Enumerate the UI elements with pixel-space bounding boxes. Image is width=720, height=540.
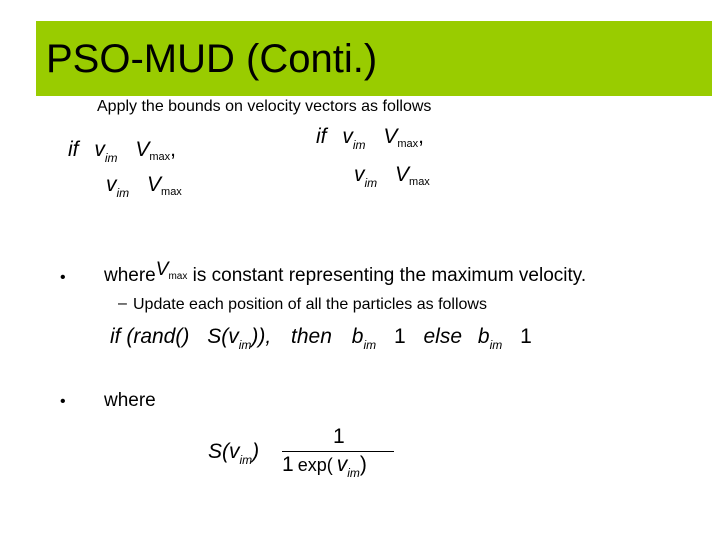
eq-b: b — [351, 325, 364, 348]
sub-item-marker: – — [118, 295, 127, 312]
eq-v-sub: im — [364, 176, 378, 190]
eq-comma: , — [418, 125, 424, 148]
eq-b2: b — [477, 325, 490, 348]
intro-text: Apply the bounds on velocity vectors as follows — [97, 98, 432, 115]
eq-v: v — [336, 453, 348, 476]
eq-if-rand: if (rand() — [110, 325, 190, 348]
eq-if: if — [68, 138, 79, 161]
eq-v-sub: im — [352, 138, 366, 152]
eq-v: v — [342, 125, 353, 148]
eq-V: V — [135, 138, 150, 161]
eq-v-sub: im — [116, 186, 130, 200]
bullet-symbol: V — [155, 259, 169, 280]
bullet-prefix: where — [104, 265, 156, 286]
update-rule-equation — [110, 325, 532, 351]
eq-comma: , — [170, 138, 176, 161]
eq-v-sub: im — [347, 466, 360, 480]
sigmoid-lhs — [208, 440, 271, 466]
eq-V-sub: max — [397, 138, 419, 150]
sigmoid-denominator — [282, 453, 367, 479]
bullet-text-2: where — [104, 390, 156, 411]
fraction-bar — [282, 451, 394, 452]
eq-v: v — [94, 138, 105, 161]
eq-b-sub: im — [363, 338, 377, 352]
eq-close: ) — [359, 453, 367, 476]
title-bar — [36, 21, 712, 96]
bound-right-line2 — [354, 163, 430, 190]
bullet-symbol-sub: max — [168, 271, 188, 282]
eq-V: V — [395, 163, 410, 186]
eq-else: else — [423, 325, 463, 348]
eq-close: )), — [251, 325, 272, 348]
eq-close: ) — [252, 440, 260, 463]
eq-S-sub: im — [238, 338, 252, 352]
eq-v: v — [106, 173, 117, 196]
eq-exp: exp( — [297, 455, 333, 475]
eq-one: 1 — [282, 453, 294, 476]
eq-S: S(v — [208, 440, 240, 463]
eq-V: V — [383, 125, 398, 148]
bound-left-line2 — [106, 173, 182, 200]
sigmoid-numerator: 1 — [333, 425, 345, 448]
eq-V-sub: max — [161, 186, 182, 198]
slide-title: PSO-MUD (Conti.) — [46, 37, 378, 81]
eq-V-sub: max — [409, 176, 430, 188]
eq-one: 1 — [393, 325, 406, 348]
eq-V: V — [147, 173, 162, 196]
eq-one-2: 1 — [520, 325, 532, 348]
bullet-marker: • — [60, 269, 66, 286]
bullet-text-1 — [104, 259, 587, 291]
bound-right-line1 — [316, 125, 424, 152]
eq-then: then — [291, 325, 332, 348]
sub-item-text: Update each position of all the particles as follows — [133, 296, 487, 313]
eq-v: v — [354, 163, 365, 186]
eq-S-sub: im — [239, 453, 253, 467]
eq-b2-sub: im — [489, 338, 503, 352]
bound-left-line1 — [68, 138, 176, 165]
bullet-marker: • — [60, 393, 66, 410]
bullet-suffix: is constant representing the maximum velocity. — [192, 265, 587, 286]
eq-S: S(v — [207, 325, 239, 348]
eq-v-sub: im — [104, 151, 118, 165]
eq-if: if — [316, 125, 327, 148]
eq-V-sub: max — [149, 151, 171, 163]
